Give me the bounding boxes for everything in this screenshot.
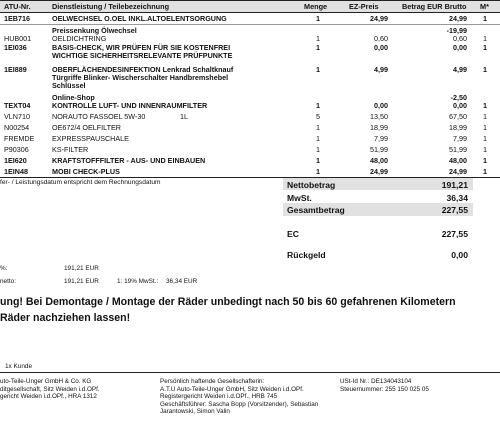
tax-pct-value: 191,21 EUR <box>64 265 99 272</box>
row-desc: OELWECHSEL O.OEL INKL.ALTOELENTSORGUNG <box>52 14 227 23</box>
row-qty: 1 <box>316 101 320 110</box>
row-code: P90306 <box>4 145 29 154</box>
row-m: 1 <box>483 112 487 121</box>
row-qty: 1 <box>316 34 320 43</box>
row-desc: NORAUTO FASSOEL 5W-30 <box>52 112 146 121</box>
row-qty: 1 <box>316 134 320 143</box>
header-rule <box>0 12 500 13</box>
tax-pct-label: %: <box>0 265 8 272</box>
row-qty: 1 <box>316 43 320 52</box>
row-desc: KRAFTSTOFFFILTER - AUS- UND EINBAUEN <box>52 156 206 165</box>
footer-company <box>0 378 100 401</box>
row-brutto: 18,99 <box>449 123 467 132</box>
row-brutto: 0,60 <box>453 34 467 43</box>
date-note: fer- / Leistungsdatum entspricht dem Rechnungsdatum <box>0 179 161 186</box>
tax-rate-value: 36,34 EUR <box>166 278 198 285</box>
rueckgeld-label: Rückgeld <box>287 250 326 260</box>
row-brutto: 7,99 <box>453 134 467 143</box>
footer-company-line: gericht Weiden i.d.OPf., HRA 1312 <box>0 393 97 401</box>
row-qty: 1 <box>316 65 320 74</box>
row-code: FREMDE <box>4 134 35 143</box>
row-desc: OE672/4 OELFILTER <box>52 123 121 132</box>
row-desc: Preissenkung Ölwechsel <box>52 26 137 35</box>
row-code: TEXT04 <box>4 101 31 110</box>
footer-tax-line: USt-Id Nr.: DE134043104 <box>340 378 412 385</box>
row-ez: 48,00 <box>370 156 388 165</box>
row-brutto: 24,99 <box>449 14 467 23</box>
row-qty: 1 <box>316 123 320 132</box>
row-brutto: 24,99 <box>449 167 467 176</box>
col-header-qty: Menge <box>304 2 328 11</box>
row-m: 1 <box>483 14 487 23</box>
ec-value: 227,55 <box>441 229 468 239</box>
row-ez: 24,99 <box>370 167 388 176</box>
row-ez: 4,99 <box>374 65 388 74</box>
customer-count: 1x Kunde <box>5 363 33 370</box>
row-code: 1EI036 <box>4 43 27 52</box>
gesamt-label: Gesamtbetrag <box>287 205 345 215</box>
row-qty: 1 <box>316 167 320 176</box>
row-code: 1EI889 <box>4 65 27 74</box>
row-ez: 24,99 <box>370 14 388 23</box>
row-desc: OBERFLÄCHENDESINFEKTION Lenkrad Schaltknauf <box>52 65 234 74</box>
row-m: 1 <box>483 43 487 52</box>
row-desc: KONTROLLE LUFT- UND INNENRAUMFILTER <box>52 101 208 110</box>
row-desc-line2: WICHTIGE SICHERHEITSRELEVANTE PRÜFPUNKTE <box>52 51 233 60</box>
row-qty: 1 <box>316 14 320 23</box>
gesamt-value: 227,55 <box>441 205 468 215</box>
row-rule <box>0 24 500 25</box>
row-desc: EXPRESSPAUSCHALE <box>52 134 129 143</box>
row-m: 1 <box>483 101 487 110</box>
row-ez: 0,00 <box>374 101 388 110</box>
row-m: 1 <box>483 65 487 74</box>
row-ez: 51,99 <box>370 145 388 154</box>
netto-label: Nettobetrag <box>287 180 336 190</box>
footer-partner-line: Persönlich haftende Gesellschafterin: <box>160 378 265 385</box>
footer-rule <box>0 372 500 373</box>
row-code: HUB001 <box>4 34 32 43</box>
row-brutto: 4,99 <box>453 65 467 74</box>
footer-company-line: ditgesellschaft, Sitz Weiden i.d.OPf. <box>0 385 100 393</box>
row-code: VLN710 <box>4 112 30 121</box>
footer-partner-line: Geschäftsführer: Sascha Bopp (Vorsitzender), Sebastian <box>160 400 319 408</box>
row-code: 1EIN48 <box>4 167 28 176</box>
row-ez: 0,00 <box>374 43 388 52</box>
col-header-code: ATU-Nr. <box>4 2 31 11</box>
row-m: 1 <box>483 134 487 143</box>
row-m: 1 <box>483 34 487 43</box>
row-code: 1EB716 <box>4 14 30 23</box>
col-header-brutto: Betrag EUR Brutto <box>402 2 467 11</box>
row-qty: 1 <box>316 145 320 154</box>
row-brutto: 51,99 <box>449 145 467 154</box>
row-m: 1 <box>483 145 487 154</box>
row-qty: 1 <box>316 156 320 165</box>
row-brutto: 0,00 <box>453 43 467 52</box>
footer-company-line: uto-Teile-Unger GmbH & Co. KG <box>0 378 92 385</box>
footer-tax-ids <box>340 378 429 393</box>
row-m: 1 <box>483 156 487 165</box>
row-m: 1 <box>483 123 487 132</box>
row-ez: 13,50 <box>370 112 388 121</box>
row-desc: BASIS-CHECK, WIR PRÜFEN FÜR SIE KOSTENFREI <box>52 43 231 52</box>
netto-value: 191,21 <box>441 180 468 190</box>
footer-partner <box>160 378 318 416</box>
mwst-value: 36,34 <box>446 193 468 203</box>
warning-line-2: Räder nachziehen lassen! <box>0 312 131 324</box>
footer-partner-line: Registergericht Weiden i.d.OPf., HRB 745 <box>160 393 278 401</box>
row-code: N00254 <box>4 123 30 132</box>
row-desc: Online-Shop <box>52 93 95 102</box>
rueckgeld-value: 0,00 <box>451 250 468 260</box>
row-brutto: 0,00 <box>453 101 467 110</box>
tax-netto-value: 191,21 EUR <box>64 278 99 285</box>
footer-partner-line: A.T.U Auto-Teile-Unger GmbH, Sitz Weiden i.d.OPf. <box>160 385 304 393</box>
col-header-desc: Dienstleistung / Teilebezeichnung <box>52 2 170 11</box>
row-desc: OELDICHTRING <box>52 34 107 43</box>
row-brutto: 48,00 <box>449 156 467 165</box>
row-brutto: 67,50 <box>449 112 467 121</box>
row-ez: 18,99 <box>370 123 388 132</box>
ec-label: EC <box>287 229 299 239</box>
row-brutto: -19,99 <box>446 26 467 35</box>
tax-netto-label: netto: <box>0 278 16 285</box>
col-header-ez: EZ-Preis <box>349 2 379 11</box>
row-desc-line2: Türgriffe Blinker- Wischerschalter Handbremshebel <box>52 73 229 82</box>
row-desc-extra: 1L <box>180 112 188 121</box>
row-qty: 5 <box>316 112 320 121</box>
row-desc: MOBI CHECK-PLUS <box>52 167 120 176</box>
row-brutto: -2,50 <box>450 93 467 102</box>
row-ez: 7,99 <box>374 134 388 143</box>
row-desc-line3: Schlüssel <box>52 81 86 90</box>
warning-line-1: ung! Bei Demontage / Montage der Räder unbedingt nach 50 bis 60 gefahrenen Kilometern <box>0 296 456 308</box>
row-desc: KS-FILTER <box>52 145 89 154</box>
mwst-label: MwSt. <box>287 193 312 203</box>
row-m: 1 <box>483 167 487 176</box>
tax-rate-label: 1: 19% MwSt.: <box>117 278 159 285</box>
row-ez: 0,60 <box>374 34 388 43</box>
row-code: 1EI620 <box>4 156 27 165</box>
footer-tax-line: Steuernummer: 255 150 025 05 <box>340 385 429 393</box>
footer-partner-line: Jarantowski, Simon Valin <box>160 408 230 416</box>
col-header-m: M* <box>480 2 489 11</box>
